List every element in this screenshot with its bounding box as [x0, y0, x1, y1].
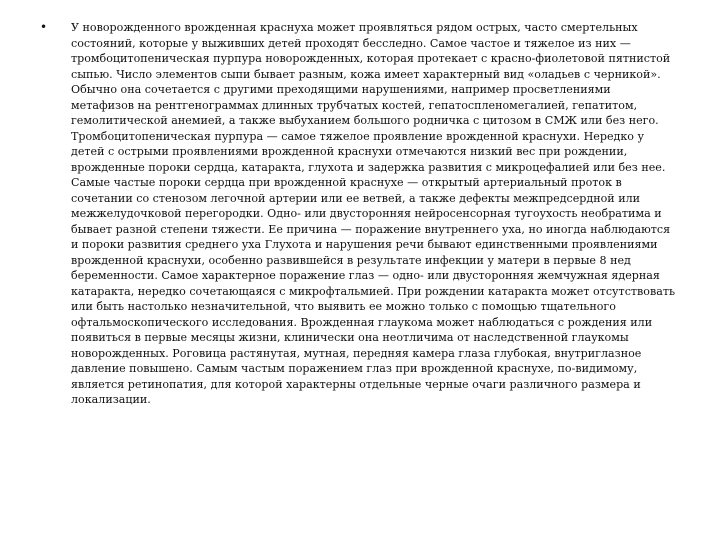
- text-line: бывает разной степени тяжести. Ее причина — поражение внутреннего уха, но иногда наблюдаются: [71, 222, 671, 236]
- text-line: врожденной краснухи, особенно развившейся в результате инфекции у матери в первые 8 нед: [71, 253, 631, 267]
- text-line: новорожденных. Роговица растянутая, мутная, передняя камера глаза глубокая, внутриглазное: [71, 346, 642, 360]
- text-line: Обычно она сочетается с другими преходящими нарушениями, например просветлениями: [71, 83, 611, 96]
- text-line: межжелудочковой перегородки. Одно- или двусторонняя нейросенсорная тугоухость необратима и: [71, 207, 662, 220]
- text-line: является ретинопатия, для которой характерны отдельные черные очаги различного размера и: [71, 377, 641, 391]
- text-line: гемолитической анемией, а также выбуханием большого родничка с цитозом в СМЖ или без него.: [71, 114, 659, 127]
- text-line: и пороки развития среднего уха Глухота и нарушения речи бывают единственными проявлениями: [71, 238, 658, 251]
- text-line: сочетании со стенозом легочной артерии или ее ветвей, а также дефекты межпредсердной или: [71, 191, 641, 205]
- text-line: состояний, которые у выживших детей проходят бесследно. Самое частое и тяжелое из них —: [71, 36, 631, 50]
- text-line: врожденные пороки сердца, катаракта, глухота и задержка развития с микроцефалией или без нее.: [71, 160, 666, 174]
- text-line: сыпью. Число элементов сыпи бывает разным, кожа имеет характерный вид «оладьев с черникой».: [71, 67, 661, 81]
- text-line: Тромбоцитопеническая пурпура — самое тяжелое проявление врожденной краснухи. Нередко у: [71, 129, 645, 143]
- text-line: локализации.: [71, 393, 151, 406]
- text-line: беременности. Самое характерное поражение глаз — одно- или двусторонняя жемчужная ядерная: [71, 269, 660, 282]
- text-line: тромбоцитопеническая пурпура новорожденных, которая протекает с красно-фиолетовой пятнистой: [71, 52, 671, 65]
- text-line: или быть настолько незначительной, что выявить ее можно только с помощью тщательного: [71, 300, 616, 313]
- text-line: метафизов на рентгенограммах длинных трубчатых костей, гепатоспленомегалией, гепатитом,: [71, 98, 638, 112]
- text-line: офтальмоскопического исследования. Врожденная глаукома может наблюдаться с рождения или: [71, 315, 653, 329]
- text-line: У новорожденного врожденная краснуха может проявляться рядом острых, часто смертельных: [71, 21, 638, 34]
- text-line: детей с острыми проявлениями врожденной краснухи отмечаются низкий вес при рождении,: [71, 145, 628, 158]
- bullet-marker: •: [40, 20, 48, 34]
- text-line: давление повышено. Самым частым поражением глаз при врожденной краснухе, по-видимому,: [71, 362, 638, 375]
- body-paragraph: [71, 20, 676, 408]
- text-line: Самые частые пороки сердца при врожденной краснухе — открытый артериальный проток в: [71, 176, 622, 189]
- text-line: появиться в первые месяцы жизни, клинически она неотличима от наследственной глаукомы: [71, 331, 629, 344]
- text-line: катаракта, нередко сочетающаяся с микрофтальмией. При рождении катаракта может отсутствовать: [71, 284, 676, 298]
